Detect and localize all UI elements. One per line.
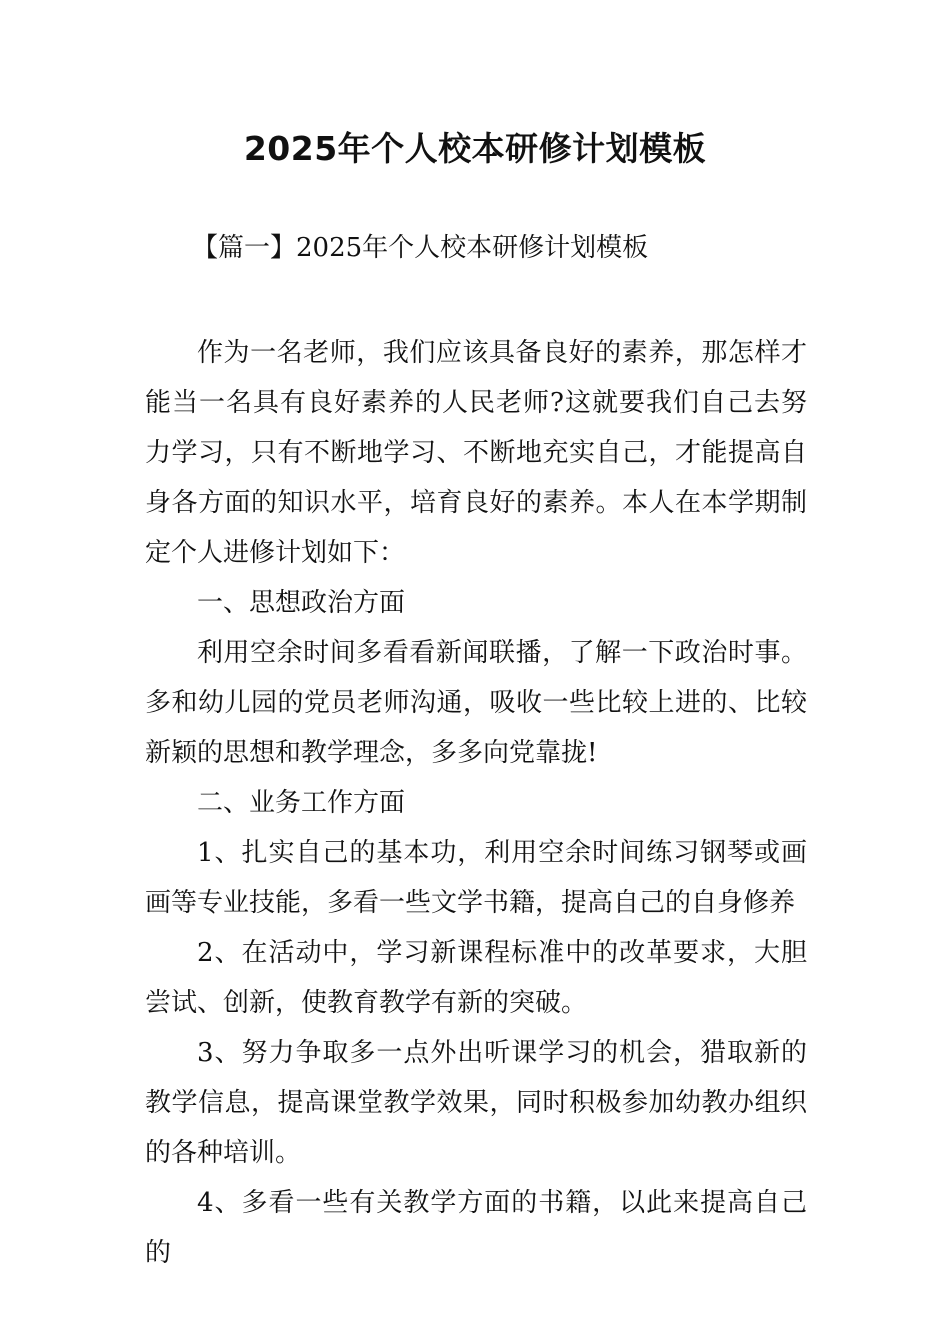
document-body — [145, 328, 807, 1278]
heading-business: 二、业务工作方面 — [197, 788, 406, 818]
document-title: 2025年个人校本研修计划模板 — [243, 129, 707, 168]
paragraph-item-2: 2、在活动中，学习新课程标准中的改革要求，大胆尝试、创新，使教育教学有新的突破。 — [145, 938, 807, 1018]
paragraph-intro: 作为一名老师，我们应该具备良好的素养，那怎样才能当一名具有良好素养的人民老师?这就要我们自己去努力学习，只有不断地学习、不断地充实自己，才能提高自身各方面的知识水平，培育良好的素养。本人在本学期制定个人进修计划如下： — [145, 338, 807, 568]
section-subtitle: 【篇一】2025年个人校本研修计划模板 — [192, 233, 649, 263]
heading-ideology: 一、思想政治方面 — [197, 588, 406, 618]
paragraph-item-4: 4、多看一些有关教学方面的书籍，以此来提高自己的 — [145, 1188, 807, 1268]
paragraph-item-3: 3、努力争取多一点外出听课学习的机会，猎取新的教学信息，提高课堂教学效果，同时积极参加幼教办组织的各种培训。 — [145, 1038, 807, 1168]
paragraph-ideology: 利用空余时间多看看新闻联播，了解一下政治时事。多和幼儿园的党员老师沟通，吸收一些比较上进的、比较新颖的思想和教学理念，多多向党靠拢! — [145, 638, 807, 768]
paragraph-item-1: 1、扎实自己的基本功，利用空余时间练习钢琴或画画等专业技能，多看一些文学书籍，提高自己的自身修养 — [145, 838, 807, 918]
